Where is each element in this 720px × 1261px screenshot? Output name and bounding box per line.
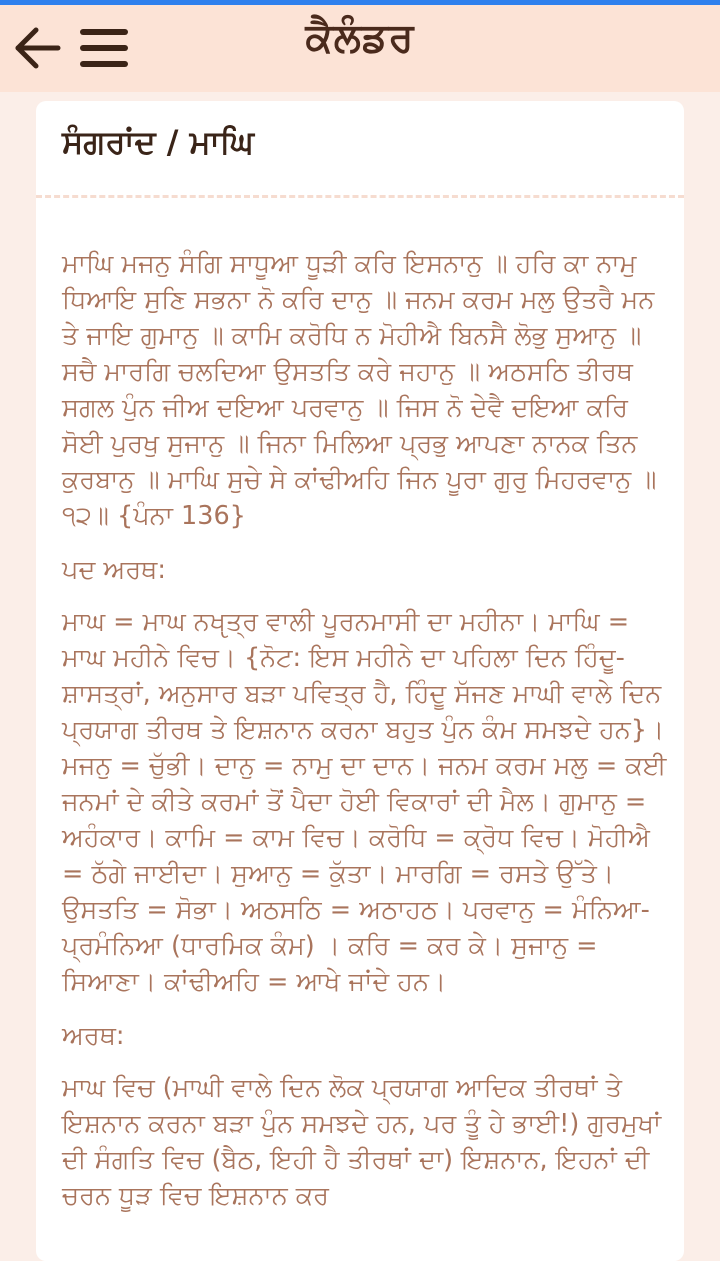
pad-arth-label: ਪਦ ਅਰਥ:	[62, 555, 166, 585]
page-title: ਕੈਲੰਡਰ	[305, 15, 415, 61]
card-title: ਸੰਗਰਾਂਦ / ਮਾਘਿ	[62, 123, 254, 161]
arth-text: ਮਾਘ ਵਿਚ (ਮਾਘੀ ਵਾਲੇ ਦਿਨ ਲੋਕ ਪ੍ਰਯਾਗ ਆਦਿਕ ਤੀਰਥਾਂ ਤੇ ਇਸ਼ਨਾਨ ਕਰਨਾ ਬੜਾ ਪੁੰਨ ਸਮਝਦੇ ਹਨ, ਪਰ ਤੂੰ ਹੇ ਭਾਈ!) ਗੁਰਮੁਖਾਂ ਦੀ ਸੰਗਤਿ ਵਿਚ (ਬੈਠ, ਇਹੀ ਹੈ ਤੀਰਥਾਂ ਦਾ) ਇਸ਼ਨਾਨ, ਇਹਨਾਂ ਦੀ ਚਰਨ ਧੂੜ ਵਿਚ ਇਸ਼ਨਾਨ ਕਰ	[62, 1073, 662, 1211]
pad-arth-text: ਮਾਘ = ਮਾਘ ਨਖੵਤ੍ਰ ਵਾਲੀ ਪੂਰਨਮਾਸੀ ਦਾ ਮਹੀਨਾ। ਮਾਘਿ = ਮਾਘ ਮਹੀਨੇ ਵਿਚ। {ਨੋਟ: ਇਸ ਮਹੀਨੇ ਦਾ ਪਹਿਲਾ ਦਿਨ ਹਿੰਦੂ-ਸ਼ਾਸਤ੍ਰਾਂ, ਅਨੁਸਾਰ ਬੜਾ ਪਵਿਤ੍ਰ ਹੈ, ਹਿੰਦੂ ਸੱਜਣ ਮਾਘੀ ਵਾਲੇ ਦਿਨ ਪ੍ਰਯਾਗ ਤੀਰਥ ਤੇ ਇਸ਼ਨਾਨ ਕਰਨਾ ਬਹੁਤ ਪੁੰਨ ਕੰਮ ਸਮਝਦੇ ਹਨ}। ਮਜਨੁ = ਚੁੱਭੀ। ਦਾਨੁ = ਨਾਮੁ ਦਾ ਦਾਨ। ਜਨਮ ਕਰਮ ਮਲੁ = ਕਈ ਜਨਮਾਂ ਦੇ ਕੀਤੇ ਕਰਮਾਂ ਤੋਂ ਪੈਦਾ ਹੋਈ ਵਿਕਾਰਾਂ ਦੀ ਮੈਲ। ਗੁਮਾਨੁ = ਅਹੰਕਾਰ। ਕਾਮਿ = ਕਾਮ ਵਿਚ। ਕਰੋਧਿ = ਕ੍ਰੋਧ ਵਿਚ। ਮੋਹੀਐ = ਠੱਗੇ ਜਾਈਦਾ। ਸੁਆਨੁ = ਕੁੱਤਾ। ਮਾਰਗਿ = ਰਸਤੇ ਉੱਤੇ। ਉਸਤਤਿ = ਸੋਭਾ। ਅਠਸਠਿ = ਅਠਾਹਠ। ਪਰਵਾਨੁ = ਮੰਨਿਆ-ਪ੍ਰਮੰਨਿਆ (ਧਾਰਮਿਕ ਕੰਮ) । ਕਰਿ = ਕਰ ਕੇ। ਸੁਜਾਨੁ = ਸਿਆਣਾ। ਕਾਂਢੀਅਹਿ = ਆਖੇ ਜਾਂਦੇ ਹਨ।	[62, 607, 667, 997]
dashed-divider	[36, 195, 684, 198]
content-card	[36, 101, 684, 1261]
arth-label: ਅਰਥ:	[62, 1021, 125, 1051]
shabad-text: ਮਾਘਿ ਮਜਨੁ ਸੰਗਿ ਸਾਧੂਆ ਧੂੜੀ ਕਰਿ ਇਸਨਾਨੁ ॥ ਹਰਿ ਕਾ ਨਾਮੁ ਧਿਆਇ ਸੁਣਿ ਸਭਨਾ ਨੋ ਕਰਿ ਦਾਨੁ ॥ ਜਨਮ ਕਰਮ ਮਲੁ ਉਤਰੈ ਮਨ ਤੇ ਜਾਇ ਗੁਮਾਨੁ ॥ ਕਾਮਿ ਕਰੋਧਿ ਨ ਮੋਹੀਐ ਬਿਨਸੈ ਲੋਭੁ ਸੁਆਨੁ ॥ ਸਚੈ ਮਾਰਗਿ ਚਲਦਿਆ ਉਸਤਤਿ ਕਰੇ ਜਹਾਨੁ ॥ ਅਠਸਠਿ ਤੀਰਥ ਸਗਲ ਪੁੰਨ ਜੀਅ ਦਇਆ ਪਰਵਾਨੁ ॥ ਜਿਸ ਨੋ ਦੇਵੈ ਦਇਆ ਕਰਿ ਸੋਈ ਪੁਰਖੁ ਸੁਜਾਨੁ ॥ ਜਿਨਾ ਮਿਲਿਆ ਪ੍ਰਭੁ ਆਪਣਾ ਨਾਨਕ ਤਿਨ ਕੁਰਬਾਨੁ ॥ ਮਾਘਿ ਸੁਚੇ ਸੇ ਕਾਂਢੀਅਹਿ ਜਿਨ ਪੂਰਾ ਗੁਰੁ ਮਿਹਰਵਾਨੁ ॥੧੨॥ {ਪੰਨਾ 136}	[62, 249, 657, 531]
card-body	[62, 246, 672, 1232]
app-bar	[0, 5, 720, 92]
